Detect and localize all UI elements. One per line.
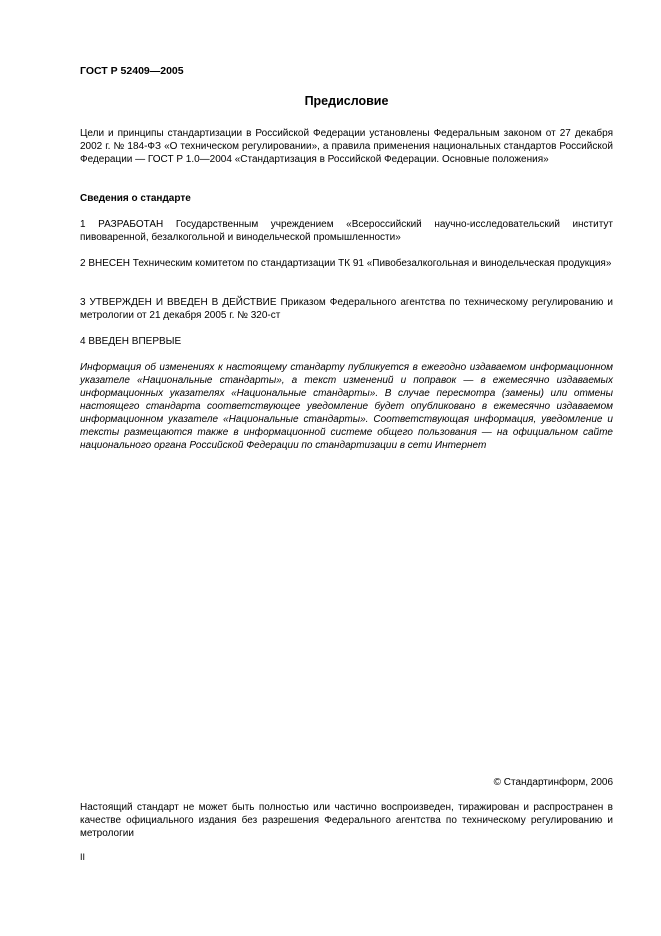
legal-notice: Настоящий стандарт не может быть полностью или частично воспроизведен, тиражирован и распространен в качестве официального издания без разрешения Федерального агентства по техническому регулированию и метрологии xyxy=(80,802,613,839)
intro-paragraph: Цели и принципы стандартизации в Российской Федерации установлены Федеральным законом от 27 декабря 2002 г. № 184-ФЗ «О техническом регулировании», а правила применения национальных стандартов Российской Федерации — ГОСТ Р 1.0—2004 «Стандартизация в Российской Федерации. Основные положения» xyxy=(80,128,613,165)
page-number: II xyxy=(80,852,86,862)
item-developed: 1 РАЗРАБОТАН Государственным учреждением «Всероссийский научно-исследовательский институт пивоваренной, безалкогольной и винодельческой промышленности» xyxy=(80,219,613,243)
copyright: © Стандартинформ, 2006 xyxy=(493,777,613,788)
item-first-introduced: 4 ВВЕДЕН ВПЕРВЫЕ xyxy=(80,336,182,347)
item-approved: 3 УТВЕРЖДЕН И ВВЕДЕН В ДЕЙСТВИЕ Приказом Федерального агентства по техническому регулированию и метрологии от 21 декабря 2005 г. № 320-ст xyxy=(80,297,613,321)
section-heading: Сведения о стандарте xyxy=(80,193,191,204)
document-code: ГОСТ Р 52409—2005 xyxy=(80,65,184,77)
item-introduced: 2 ВНЕСЕН Техническим комитетом по стандартизации ТК 91 «Пивобезалкогольная и винодельческая продукция» xyxy=(80,258,612,269)
info-note: Информация об изменениях к настоящему стандарту публикуется в ежегодно издаваемом информационном указателе «Национальные стандарты», а текст изменений и поправок — в ежемесячно издаваемых информационных указателях «Национальные стандарты». В случае пересмотра (замены) или отмены настоящего стандарта соответствующее уведомление будет опубликовано в ежемесячно издаваемом информационном указателе «Национальные стандарты». Соответствующая информация, уведомление и тексты размещаются также в информационной системе общего пользования — на официальном сайте национального органа Российской Федерации по стандартизации в сети Интернет xyxy=(80,362,613,451)
page-title: Предисловие xyxy=(304,94,389,108)
